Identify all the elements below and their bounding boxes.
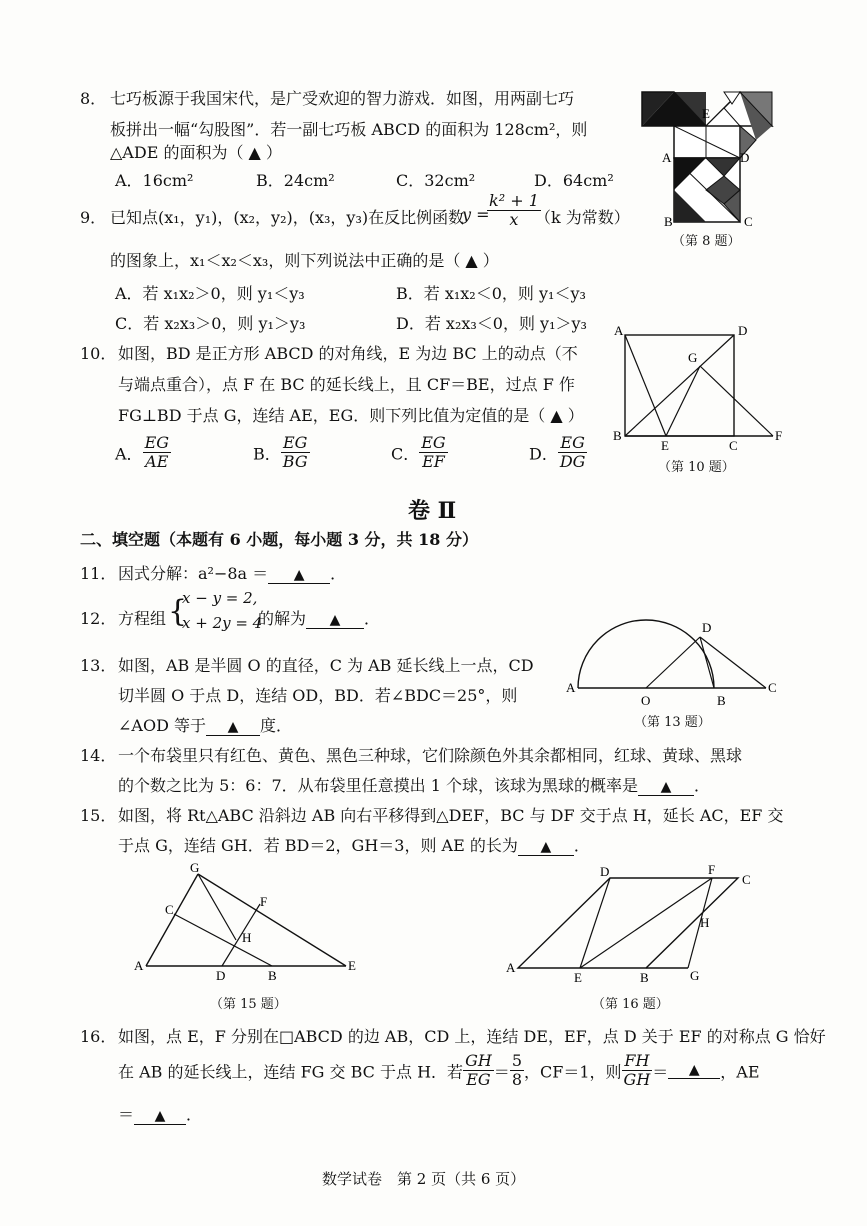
q15-answer-blank[interactable]: ▲	[518, 839, 574, 856]
q9-line2: 的图象上，x₁＜x₂＜x₃，则下列说法中正确的是（ ▲ ）	[110, 251, 499, 270]
q13-label-c: C	[768, 680, 777, 695]
q13-label-d: D	[702, 620, 712, 635]
q14-line2-text: 的个数之比为 5：6：7．从布袋里任意摸出 1 个球，该球为黑球的概率是	[118, 776, 638, 795]
q16-eq: ＝	[493, 1062, 510, 1082]
q16-label-a: A	[506, 960, 516, 975]
q16-label-b: B	[640, 970, 649, 985]
q12-end: ．	[364, 609, 381, 628]
q8-label-e: E	[702, 106, 710, 121]
q16-line1: 如图，点 E，F 分别在□ABCD 的边 AB，CD 上，连结 DE，EF，点 D 关于 EF 的对称点 G 恰好	[118, 1027, 826, 1046]
q8-line1: 七巧板源于我国宋代，是广受欢迎的智力游戏．如图，用两副七巧	[110, 89, 575, 108]
q9-line1b: （k 为常数）	[535, 208, 630, 227]
q10-option-b-num: EG	[281, 434, 310, 453]
q12-eq1: x − y = 2,	[182, 589, 258, 607]
q16-label-e: E	[574, 970, 582, 985]
q10-line1: 如图，BD 是正方形 ABCD 的对角线，E 为边 BC 上的动点（不	[118, 344, 578, 363]
q9-option-b: B．若 x₁x₂＜0，则 y₁＜y₃	[396, 284, 586, 303]
q9-frac-den: x	[509, 210, 519, 230]
q14-number: 14．	[80, 746, 117, 765]
q13-number: 13．	[80, 656, 117, 675]
q12-brace: {	[168, 594, 188, 629]
q10-label-g: G	[688, 350, 698, 365]
q15-line2	[118, 833, 590, 856]
q16-label-g: G	[690, 968, 700, 983]
q14-line1: 一个布袋里只有红色、黄色、黑色三种球，它们除颜色外其余都相同，红球、黄球、黑球	[118, 746, 743, 765]
q16-line2	[118, 1052, 760, 1090]
q13-label-b: B	[717, 693, 726, 708]
q8-line2: 板拼出一幅“勾股图”．若一副七巧板 ABCD 的面积为 128cm²，则	[110, 120, 588, 139]
q10-option-b-letter: B．	[253, 444, 281, 464]
q15-label-h: H	[242, 930, 252, 945]
q10-option-a-letter: A．	[115, 444, 143, 464]
q10-option-c	[391, 434, 448, 472]
q16-answer-blank-1[interactable]: ▲	[668, 1062, 720, 1079]
q10-option-d	[529, 434, 587, 472]
q15-end: ．	[573, 836, 590, 855]
q16-line3a: ＝	[118, 1105, 135, 1124]
q14-end: ．	[693, 776, 710, 795]
q10-option-a-den: AE	[145, 452, 169, 472]
q10-option-b	[253, 434, 310, 472]
q16-parallelogram-figure	[500, 862, 762, 986]
q10-label-e: E	[661, 438, 669, 450]
q13-label-a: A	[566, 680, 576, 695]
q10-line2: 与端点重合），点 F 在 BC 的延长线上，且 CF＝BE，过点 F 作	[118, 375, 575, 394]
q11-text: 因式分解：a²−8a ＝	[118, 564, 269, 583]
q13-line3	[118, 713, 292, 736]
q8-option-b: B．24cm²	[256, 171, 335, 190]
q15-number: 15．	[80, 806, 117, 825]
q10-option-a	[115, 434, 171, 472]
q16-label-h: H	[700, 915, 710, 930]
q12-eq2: x + 2y = 4	[182, 614, 263, 632]
q10-number: 10．	[80, 344, 117, 363]
q16-frac3-num: FH	[622, 1052, 653, 1071]
q10-option-a-num: EG	[144, 433, 170, 452]
q8-option-d: D．64cm²	[534, 171, 614, 190]
q13-label-o: O	[641, 693, 651, 708]
q8-number: 8．	[80, 89, 107, 108]
q15-caption: （第 15 题）	[210, 997, 287, 1012]
q11-number: 11．	[80, 564, 117, 583]
q10-label-f: F	[775, 428, 783, 443]
q9-frac-num: k² + 1	[489, 191, 539, 210]
q16-line2a: 在 AB 的延长线上，连结 FG 交 BC 于点 H．若	[118, 1062, 464, 1082]
q10-option-c-letter: C．	[391, 444, 420, 464]
q16-caption: （第 16 题）	[592, 997, 669, 1012]
q13-answer-blank[interactable]: ▲	[206, 719, 260, 736]
q11-answer-blank[interactable]: ▲	[268, 567, 330, 584]
q16-frac2-den: 8	[511, 1070, 522, 1090]
q14-answer-blank[interactable]: ▲	[638, 779, 694, 796]
q13-semicircle-figure	[560, 610, 782, 710]
q16-line2b: ，CF＝1，则	[524, 1062, 622, 1082]
q9-option-a: A．若 x₁x₂＞0，则 y₁＜y₃	[115, 284, 305, 303]
q10-option-b-den: BG	[282, 452, 308, 472]
q8-label-b: B	[664, 214, 673, 229]
q9-option-d: D．若 x₂x₃＜0，则 y₁＞y₃	[396, 314, 587, 333]
q16-number: 16．	[80, 1027, 117, 1046]
q10-square-figure	[608, 322, 788, 450]
q10-label-a: A	[614, 323, 624, 338]
q13-line2: 切半圆 O 于点 D，连结 OD，BD．若∠BDC＝25°，则	[118, 686, 518, 705]
q11-line	[118, 561, 346, 584]
q15-line1: 如图，将 Rt△ABC 沿斜边 AB 向右平移得到△DEF，BC 与 DF 交于点 H，延长 AC，EF 交	[118, 806, 784, 825]
q9-number: 9．	[80, 208, 107, 227]
q12-answer-line	[258, 606, 380, 629]
q10-line3: FG⊥BD 于点 G，连结 AE，EG．则下列比值为定值的是（ ▲ ）	[118, 406, 584, 425]
q9-line1a: 已知点(x₁，y₁)，(x₂，y₂)，(x₃，y₃)在反比例函数	[110, 208, 465, 227]
section-heading: 二、填空题（本题有 6 小题，每小题 3 分，共 18 分）	[80, 530, 478, 549]
section-title: 卷 Ⅱ	[408, 498, 457, 524]
q16-answer-blank-2[interactable]: ▲	[134, 1108, 186, 1125]
q14-line2	[118, 773, 710, 796]
q16-line2d: ，AE	[720, 1062, 760, 1082]
q8-label-c: C	[744, 214, 753, 229]
q12-text: 方程组	[118, 609, 167, 628]
q12-text2: 的解为	[258, 609, 307, 628]
q15-label-b: B	[268, 968, 277, 983]
q15-triangle-figure	[130, 862, 366, 986]
q9-fraction	[487, 192, 541, 230]
q16-frac1-num: GH	[465, 1051, 492, 1070]
q8-caption: （第 8 题）	[672, 234, 741, 249]
q8-line3: △ADE 的面积为（ ▲ ）	[110, 143, 282, 162]
q9-option-c: C．若 x₂x₃＞0，则 y₁＞y₃	[115, 314, 306, 333]
q15-label-f: F	[260, 894, 268, 909]
q10-option-c-num: EG	[421, 433, 446, 452]
q13-caption: （第 13 题）	[634, 715, 711, 730]
q10-caption: （第 10 题）	[658, 460, 735, 475]
q15-label-a: A	[134, 958, 144, 973]
q10-option-d-letter: D．	[529, 444, 558, 464]
q16-frac2-num: 5	[511, 1051, 522, 1070]
q13-line1: 如图，AB 是半圆 O 的直径，C 为 AB 延长线上一点，CD	[118, 656, 534, 675]
q12-number: 12．	[80, 609, 117, 628]
q10-label-b: B	[613, 428, 622, 443]
q8-option-c: C．32cm²	[396, 171, 476, 190]
page-footer: 数学试卷 第 2 页（共 6 页）	[322, 1170, 526, 1188]
q10-label-d: D	[738, 323, 748, 338]
q11-end: ．	[330, 564, 347, 583]
q10-label-c: C	[729, 438, 738, 450]
q16-line3	[118, 1102, 202, 1125]
q10-option-d-den: DG	[559, 452, 586, 472]
q16-label-c: C	[742, 872, 751, 887]
q15-label-g: G	[190, 862, 200, 875]
q13-line3b: 度．	[260, 716, 293, 735]
q15-label-d: D	[216, 968, 226, 983]
q15-label-c: C	[165, 902, 174, 917]
q13-line3a: ∠AOD 等于	[118, 716, 206, 735]
q16-frac3-den: GH	[623, 1070, 651, 1090]
q9-y-eq: y =	[462, 205, 490, 224]
q16-end: ．	[186, 1105, 203, 1124]
q8-option-a: A．16cm²	[115, 171, 194, 190]
q16-label-f: F	[708, 862, 716, 877]
q15-line2-text: 于点 G，连结 GH．若 BD＝2，GH＝3，则 AE 的长为	[118, 836, 518, 855]
q16-line2c: ＝	[652, 1062, 669, 1082]
q8-tangram-figure	[636, 80, 776, 230]
q8-label-a: A	[662, 150, 672, 165]
q10-option-d-num: EG	[558, 434, 588, 453]
q8-label-d: D	[740, 150, 750, 165]
q15-label-e: E	[348, 958, 356, 973]
q10-option-c-den: EF	[422, 452, 445, 472]
q16-label-d: D	[600, 864, 610, 879]
q12-answer-blank[interactable]: ▲	[306, 612, 364, 629]
q16-frac1-den: EG	[466, 1070, 491, 1090]
